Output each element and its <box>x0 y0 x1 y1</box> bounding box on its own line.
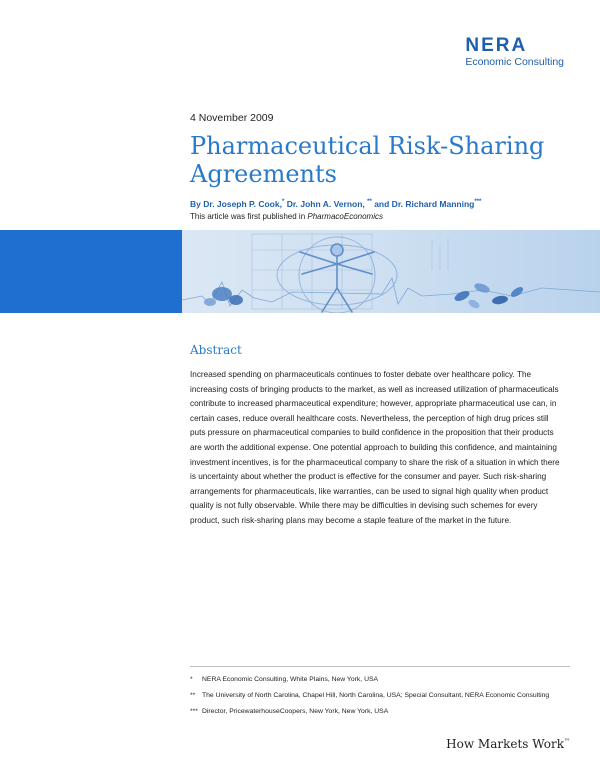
footnote-divider <box>190 666 570 667</box>
footnote-1-mark: * <box>190 676 193 683</box>
footnote-2-mark: ** <box>190 692 196 699</box>
footnote-3 <box>190 708 388 715</box>
publication-note-prefix: This article was first published in <box>190 212 306 221</box>
tagline <box>446 737 570 751</box>
footnote-3-text: Director, PricewaterhouseCoopers, New York, New York, USA <box>202 708 389 715</box>
footnote-1 <box>190 676 378 683</box>
logo-name: NERA <box>465 35 528 56</box>
abstract-heading: Abstract <box>190 343 242 357</box>
tagline-text: How Markets Work <box>446 737 564 751</box>
tagline-mark: ™ <box>564 738 570 745</box>
page-title: Pharmaceutical Risk-Sharing Agreements <box>190 132 545 188</box>
footnote-1-text: NERA Economic Consulting, White Plains, New York, USA <box>202 676 379 683</box>
author-1: By Dr. Joseph P. Cook, <box>190 199 282 209</box>
vitruvian-illustration <box>182 230 600 313</box>
author-2: Dr. John A. Vernon, <box>286 199 365 209</box>
logo-subtitle: Economic Consulting <box>465 56 564 68</box>
author-1-mark: * <box>281 199 285 206</box>
banner-blue-block <box>0 230 182 313</box>
cover-banner <box>0 230 600 313</box>
abstract-text: Increased spending on pharmaceuticals continues to foster debate over healthcare policy. The increasing costs of bringing products to the market, as well as increased utilization of pharmaceuticals contribute to increased pharmaceutical expenditure; however, appropriate pharmaceutical use can, in certain cases, reduce overall healthcare costs. Nevertheless, the perception of high drug prices still puts pressure on pharmaceutical companies to build confidence in the proposition that their products are worth the additional expense. One potential approach to building this confidence, and maintaining investment incentives, is for the pharmaceutical company to share the risk of a situation in which there is uncertainty about whether the product is effective for the consumer and payer. Such risk-sharing arrangements for pharmaceuticals, like warranties, can be used to signal high quality when product quality is not fully observable. While there may be difficulties in devising such schemes for every product, such risk-sharing plans may become a staple feature of the market in the future. <box>190 370 560 525</box>
footnote-2 <box>190 692 549 699</box>
author-2-mark: ** <box>367 199 372 206</box>
publication-date: 4 November 2009 <box>190 112 274 124</box>
nera-logo <box>465 36 564 69</box>
banner-illustration <box>182 230 600 313</box>
footnote-3-mark: *** <box>190 708 198 715</box>
author-3-mark: *** <box>474 199 482 206</box>
journal-name: PharmacoEconomics <box>307 212 383 221</box>
publication-note <box>190 212 383 221</box>
footnote-2-text: The University of North Carolina, Chapel Hill, North Carolina, USA; Special Consultant, NERA Economic Consulting <box>202 692 550 699</box>
author-byline <box>190 199 481 209</box>
author-3: and Dr. Richard Manning <box>374 199 475 209</box>
